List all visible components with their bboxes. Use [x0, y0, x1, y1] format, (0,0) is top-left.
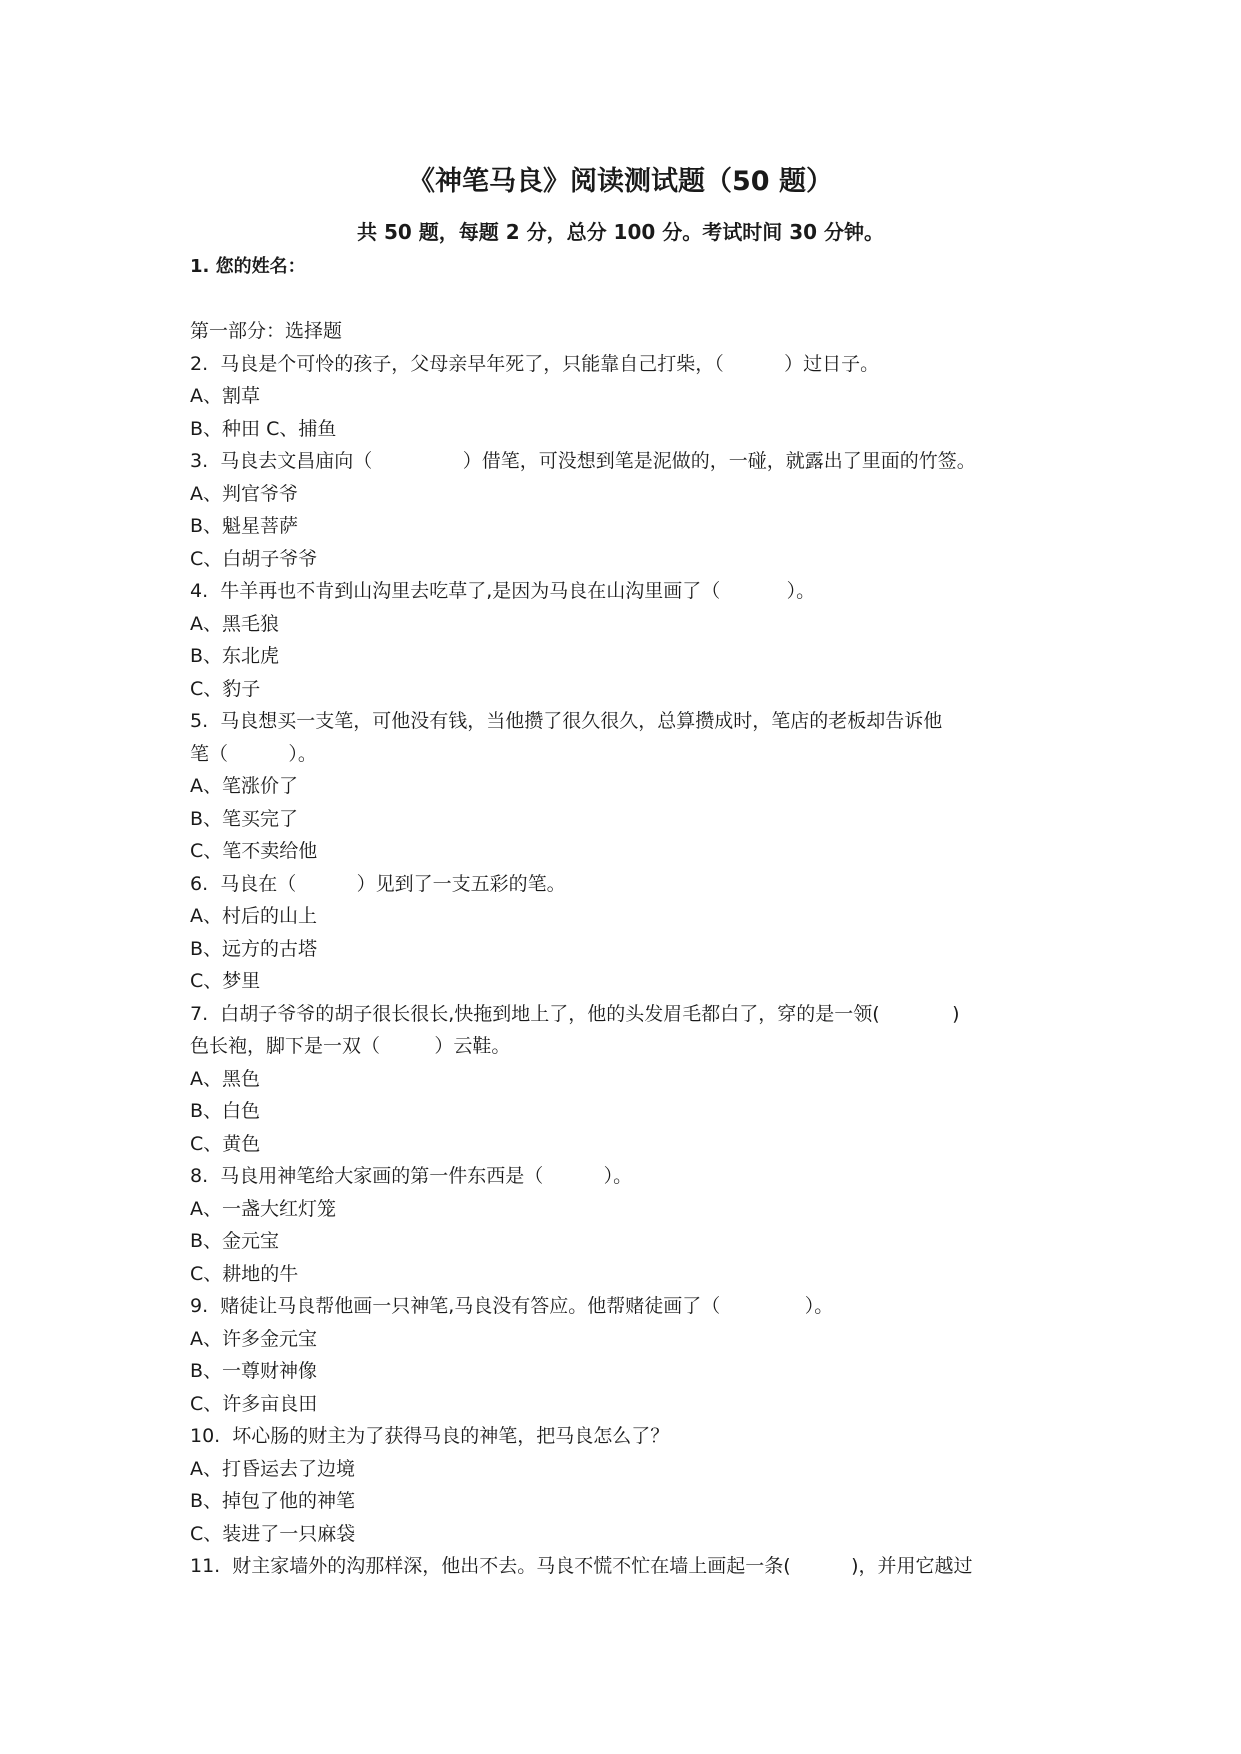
question-3-option-a: A、判官爷爷	[190, 482, 298, 505]
question-2-option-bc: B、种田 C、捕鱼	[190, 417, 337, 440]
document-title: 《神笔马良》阅读测试题（50 题）	[408, 166, 833, 197]
question-list	[190, 315, 1060, 1583]
question-5-option-c: C、笔不卖给他	[190, 840, 318, 862]
question-10: 10. 坏心肠的财主为了获得马良的神笔，把马良怎么了？	[190, 1425, 670, 1447]
question-8-option-a: A、一盏大红灯笼	[190, 1197, 336, 1220]
question-7-continued: 色长袍，脚下是一双（ ）云鞋。	[190, 1035, 511, 1057]
question-3-option-c: C、白胡子爷爷	[190, 547, 318, 570]
question-8: 8. 马良用神笔给大家画的第一件东西是（ ）。	[190, 1165, 633, 1187]
question-5: 5. 马良想买一支笔，可他没有钱，当他攒了很久很久，总算攒成时，笔店的老板却告诉他	[190, 710, 943, 732]
question-4-option-b: B、东北虎	[190, 645, 280, 667]
question-4-option-c: C、豹子	[190, 677, 261, 700]
question-7-option-a: A、黑色	[190, 1067, 260, 1090]
question-5-option-a: A、笔涨价了	[190, 775, 298, 797]
question-9: 9. 赌徒让马良帮他画一只神笔,马良没有答应。他帮赌徒画了（ ）。	[190, 1295, 834, 1317]
section-heading: 第一部分：选择题	[190, 320, 343, 342]
question-2-option-a: A、割草	[190, 385, 260, 407]
question-5-continued: 笔（ ）。	[190, 742, 317, 765]
question-6-option-a: A、村后的山上	[190, 905, 317, 927]
question-8-option-c: C、耕地的牛	[190, 1262, 299, 1285]
question-9-option-b: B、一尊财神像	[190, 1360, 318, 1382]
question-4: 4. 牛羊再也不肯到山沟里去吃草了,是因为马良在山沟里画了（ ）。	[190, 580, 816, 602]
question-10-option-c: C、装进了一只麻袋	[190, 1522, 356, 1545]
question-10-option-b: B、掉包了他的神笔	[190, 1490, 356, 1512]
question-6-option-b: B、远方的古塔	[190, 937, 318, 960]
question-6-option-c: C、梦里	[190, 970, 261, 992]
question-2: 2. 马良是个可怜的孩子，父母亲早年死了，只能靠自己打柴，（ ）过日子。	[190, 352, 880, 375]
question-7-option-b: B、白色	[190, 1100, 261, 1122]
question-7: 7. 白胡子爷爷的胡子很长很长,快拖到地上了，他的头发眉毛都白了，穿的是一领( )	[190, 1002, 960, 1025]
question-4-option-a: A、黑毛狼	[190, 612, 279, 635]
question-8-option-b: B、金元宝	[190, 1230, 280, 1252]
question-6: 6. 马良在（ ）见到了一支五彩的笔。	[190, 872, 566, 895]
question-3: 3. 马良去文昌庙向（ ）借笔，可没想到笔是泥做的，一碰，就露出了里面的竹签。	[190, 450, 976, 472]
question-5-option-b: B、笔买完了	[190, 807, 299, 830]
question-9-option-c: C、许多亩良田	[190, 1392, 318, 1415]
name-field-label: 1. 您的姓名：	[190, 256, 306, 277]
question-9-option-a: A、许多金元宝	[190, 1327, 317, 1350]
question-10-option-a: A、打昏运去了边境	[190, 1457, 355, 1480]
question-7-option-c: C、黄色	[190, 1132, 261, 1155]
question-3-option-b: B、魁星菩萨	[190, 515, 299, 537]
document-subtitle: 共 50 题，每题 2 分，总分 100 分。考试时间 30 分钟。	[356, 220, 885, 244]
question-11: 11. 财主家墙外的沟那样深，他出不去。马良不慌不忙在墙上画起一条( )，并用它越过	[190, 1555, 973, 1577]
